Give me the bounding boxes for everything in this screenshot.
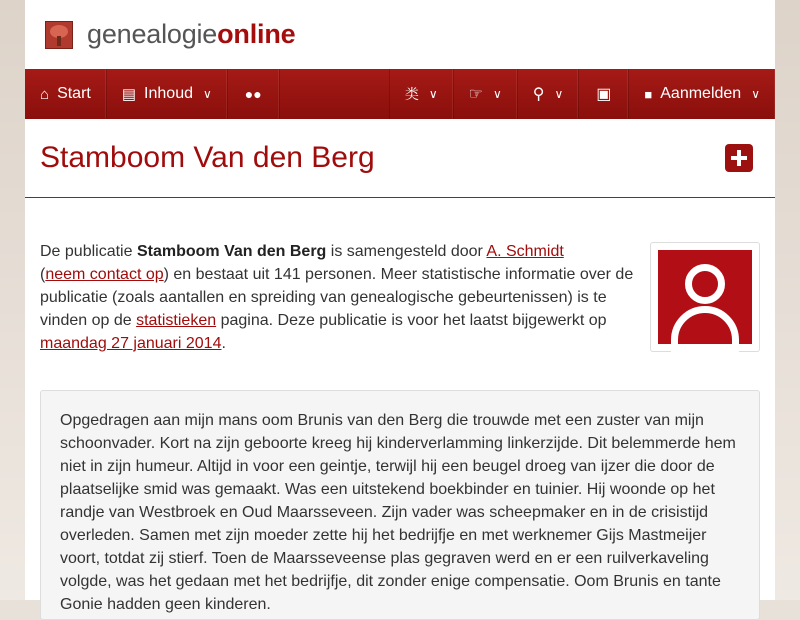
cart-icon: ▣ (596, 86, 612, 103)
intro-text-2: is samengesteld door (326, 243, 487, 260)
nav-inhoud-label: Inhoud (144, 85, 193, 102)
page-background-right (775, 0, 800, 600)
page-background-left (0, 0, 25, 600)
page-wrapper (25, 0, 775, 613)
nav-spacer (280, 69, 390, 119)
chevron-down-icon: ∨ (492, 87, 502, 101)
chevron-down-icon: ∨ (751, 87, 760, 101)
lock-icon: ■ (644, 86, 653, 102)
tree-logo-icon[interactable] (45, 21, 73, 49)
statistics-link[interactable]: statistieken (136, 312, 217, 329)
intro-text-1: De publicatie (40, 243, 137, 260)
book-icon: ▤ (121, 86, 137, 103)
nav-forum[interactable] (228, 69, 280, 119)
nav-login-label: Aanmelden (660, 85, 742, 102)
intro-text-3: ( (40, 266, 46, 283)
intro-text-5: pagina. Deze publicatie is voor het laatst bijgewerkt op (216, 312, 607, 329)
nav-search[interactable] (518, 69, 580, 119)
intro-text-4: ) en bestaat uit 141 personen. Meer statistische informatie over de publicatie (zoals aantallen en spreiding van genealogische gebeurtenissen) is te vinden op de (40, 266, 634, 329)
updated-date-link[interactable]: maandag 27 januari 2014 (40, 335, 222, 352)
publication-intro (40, 240, 640, 355)
contact-link[interactable]: neem contact op (45, 266, 164, 283)
author-avatar-frame[interactable] (650, 242, 760, 352)
search-icon: ⚲ (532, 86, 545, 103)
chevron-down-icon: ∨ (554, 87, 564, 101)
nav-start[interactable] (25, 69, 107, 119)
logo-text-bold: online (217, 19, 296, 49)
author-link[interactable]: A. Schmidt (486, 243, 564, 260)
page-title: Stamboom Van den Berg (40, 141, 375, 174)
nav-language[interactable] (390, 69, 454, 119)
hand-pointer-icon: ☞ (468, 86, 483, 103)
nav-cart[interactable] (579, 69, 629, 119)
plus-square-icon[interactable] (725, 144, 753, 172)
user-body-shape (671, 306, 739, 358)
nav-start-label: Start (57, 85, 91, 102)
logo-text-light: genealogie (87, 19, 218, 49)
title-row (25, 119, 775, 198)
home-icon: ⌂ (40, 85, 50, 103)
site-logo[interactable] (87, 19, 295, 50)
chevron-down-icon: ∨ (202, 87, 212, 101)
site-header (25, 0, 775, 69)
avatar (658, 250, 752, 344)
comments-icon: ●● (244, 86, 262, 102)
language-icon: 类 (404, 86, 419, 102)
dedication-text-box: Opgedragen aan mijn mans oom Brunis van den Berg die trouwde met een zuster van mijn schoonvader. Kort na zijn geboorte kreeg hij kinderverlamming linkerzijde. Dit belemmerde hem niet in zijn humeur. Altijd in voor een geintje, terwijl hij een beugel droeg van ijzer die door de plaatselijke smid was gemaakt. Was een uitstekend boekbinder en tuinier. Hij woonde op het randje van Westbroek en Oud Maarsseveen. Zijn vader was scheepmaker en in de crisistijd overleden. Samen met zijn moeder zette hij het bedrijfje en met werknemer Gijs Mastmeijer voort, totdat zij stierf. Toen de Maarsseveense plas gegraven werd en er een ruilverkaveling volgde, was het gedaan met het bedrijfje, dit zonder enige compensatie. Oom Brunis en tante Gonie hadden geen kinderen. (40, 390, 760, 620)
user-icon (685, 264, 725, 304)
intro-text-6: . (221, 335, 226, 352)
main-navbar (25, 69, 775, 119)
nav-share[interactable] (454, 69, 518, 119)
nav-login[interactable] (629, 69, 775, 119)
chevron-down-icon: ∨ (428, 87, 438, 101)
publication-name: Stamboom Van den Berg (136, 243, 327, 260)
nav-inhoud[interactable] (107, 69, 228, 119)
